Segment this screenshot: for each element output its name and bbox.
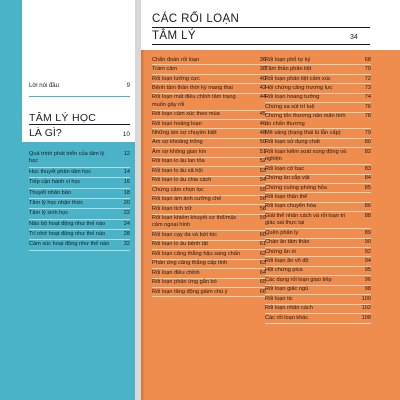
toc-entry-label: Tâm thần phân liệt	[265, 66, 312, 73]
toc-entry	[152, 241, 266, 250]
toc-entry-label: Tâm lý học nhận thức	[29, 199, 84, 206]
toc-entry	[29, 189, 130, 199]
toc-entry	[29, 240, 130, 250]
toc-entry	[265, 305, 371, 314]
toc-entry-label: Rối loạn phổ tự kỷ	[265, 56, 311, 63]
toc-entry-label: Bệnh tâm thần thời kỳ mang thai	[152, 84, 233, 91]
toc-entry-page: 24	[123, 220, 130, 227]
toc-entry	[29, 209, 130, 219]
toc-entry-page: 32	[123, 241, 130, 248]
toc-entry	[265, 229, 371, 238]
toc-entry	[265, 184, 371, 193]
toc-entry-label: Chứng cuồng phóng hỏa	[265, 184, 327, 191]
toc-entry-label: Chẩn đoán rối loạn	[152, 56, 200, 63]
toc-entry	[265, 94, 371, 103]
toc-entry-page: 90	[364, 239, 371, 246]
toc-entry-label: Rối loạn cạy da và bứt tóc	[152, 231, 218, 238]
toc-entry-page: 86	[364, 203, 371, 210]
toc-entry-label: Rối loạn nhân cách	[265, 305, 313, 312]
toc-entry-label: Rối loạn thân thể	[265, 194, 308, 201]
toc-entry-page: 46	[259, 120, 266, 127]
toc-entry-page: 79	[364, 130, 371, 137]
toc-entry-label: Rối loạn lo âu lan tỏa	[152, 158, 205, 165]
toc-entry	[152, 260, 266, 269]
toc-entry-page: 63	[259, 260, 266, 267]
toc-entry-page: 55	[259, 186, 266, 193]
toc-entry-page: 64	[259, 269, 266, 276]
toc-entry	[152, 94, 266, 111]
toc-entry-label: Rối loạn kiểm soát xung động và nghiện	[265, 148, 347, 163]
toc-list-right-col2	[265, 56, 371, 324]
toc-entry	[152, 158, 266, 167]
toc-entry-label: Chứng sa sút trí tuệ	[265, 103, 315, 110]
toc-entry-label: Rối loạn sử dụng chất	[265, 139, 320, 146]
toc-entry-page: 100	[361, 295, 371, 302]
toc-entry	[152, 129, 266, 138]
toc-entry	[152, 231, 266, 240]
toc-entry-page: 61	[259, 241, 266, 248]
toc-entry-label: Ám sợ khoảng trống	[152, 139, 203, 146]
toc-entry-page: 54	[259, 177, 266, 184]
toc-entry	[265, 103, 371, 112]
toc-entry-page: 76	[364, 103, 371, 110]
toc-entry	[152, 56, 266, 65]
divider	[29, 96, 130, 97]
toc-entry-page: 66	[259, 288, 266, 295]
toc-entry-label: Não bộ hoạt động như thế nào	[29, 220, 106, 227]
toc-entry	[265, 148, 371, 165]
toc-entry-page: 85	[364, 184, 371, 191]
toc-entry-label: Rối loạn hoảng loạn	[152, 120, 202, 127]
toc-entry-label: Chán ăn tâm thần	[265, 239, 310, 246]
toc-entry-page: 108	[361, 314, 371, 321]
toc-entry-label: Mê sảng (trạng thái lú lẫn cấp)	[265, 130, 341, 137]
toc-entry	[265, 84, 371, 93]
divider	[152, 44, 370, 45]
toc-entry-label: Các dạng rối loạn giao tiếp	[265, 276, 332, 283]
toc-entry	[152, 288, 266, 297]
toc-entry-label: Ám sợ không gian kín	[152, 148, 207, 155]
toc-entry-label: Rối loạn ăn vô độ	[265, 258, 309, 264]
toc-entry	[265, 129, 371, 138]
toc-entry-label: Hội chứng pica	[265, 267, 303, 274]
toc-entry-page: 58	[259, 205, 266, 212]
toc-entry-label: Rối loạn tăng động giảm chú ý	[152, 288, 228, 295]
toc-entry-label: Rối loạn căng thẳng hậu sang chấn	[152, 250, 241, 257]
toc-entry-page: 74	[364, 94, 371, 101]
toc-entry-label: Rối loạn cờ bạc	[265, 165, 305, 172]
toc-entry-label: Quá trình phát triển của tâm lý học	[29, 151, 105, 165]
toc-entry-page: 28	[123, 231, 130, 237]
toc-entry	[265, 248, 371, 257]
toc-entry-page: 56	[259, 196, 266, 203]
toc-entry	[265, 113, 371, 130]
toc-entry	[265, 165, 371, 174]
toc-entry	[152, 205, 266, 214]
toc-entry-label: Rối loạn phân liệt cảm xúc	[265, 75, 331, 82]
toc-entry-label: Học thuyết phân tâm học	[29, 168, 92, 175]
toc-entry-label: Cảm xúc hoạt động như thế nào	[29, 241, 110, 248]
toc-entry-label: Lời nói đầu	[29, 83, 59, 89]
toc-entry-page: 96	[364, 276, 371, 283]
toc-entry-page: 95	[364, 267, 371, 274]
toc-entry-page: 70	[364, 66, 371, 73]
toc-list-left	[29, 150, 130, 251]
toc-entry-page: 92	[364, 248, 371, 255]
toc-entry	[265, 75, 371, 84]
toc-entry-label: Rối loạn lo âu xã hội	[152, 167, 203, 174]
toc-entry-label: Rối loạn lo âu bệnh tật	[152, 241, 208, 248]
toc-entry-page: 78	[364, 113, 371, 120]
toc-list-right-col1	[152, 56, 266, 297]
toc-entry-page: 44	[259, 94, 266, 101]
toc-entry-page: 62	[259, 250, 266, 257]
toc-entry-page: 65	[259, 279, 266, 286]
section-title: TÂM LÝ HỌC	[29, 112, 97, 124]
toc-entry-page: 88	[364, 212, 371, 219]
section-subtitle: TÂM LÝ	[152, 30, 196, 42]
toc-entry-page: 12	[123, 151, 130, 157]
toc-entry	[29, 150, 130, 168]
toc-entry-page: 22	[123, 210, 130, 217]
toc-entry-page: 53	[259, 167, 266, 174]
toc-entry-label: Rối loạn lưỡng cực	[152, 75, 200, 82]
toc-entry	[152, 139, 266, 148]
toc-entry	[152, 148, 266, 157]
toc-entry-page: 89	[364, 229, 371, 236]
toc-entry	[29, 199, 130, 209]
toc-entry	[152, 196, 266, 205]
toc-entry-label: Trí nhớ hoạt động như thế nào	[29, 231, 106, 237]
toc-entry	[152, 215, 266, 232]
toc-entry-page: 9	[126, 83, 130, 89]
toc-entry	[29, 168, 130, 178]
toc-entry	[265, 314, 371, 323]
toc-entry-label: Giải thể nhân cách và rối loạn tri giác sai thực tại	[265, 212, 346, 227]
toc-entry-page: 68	[364, 56, 371, 63]
toc-entry	[265, 203, 371, 212]
toc-entry	[152, 250, 266, 259]
toc-entry-label: Rối loạn tic	[265, 295, 293, 302]
toc-entry	[265, 65, 371, 74]
toc-entry	[265, 212, 371, 229]
toc-entry-label: Chứng ăn ói	[265, 248, 296, 255]
right-page-header	[141, 0, 400, 50]
toc-entry-label: Rối loạn lo âu chia cách	[152, 177, 212, 184]
divider	[29, 124, 130, 125]
toc-entry	[152, 84, 266, 93]
toc-entry	[152, 111, 266, 120]
section-page: 10	[122, 131, 130, 138]
toc-entry	[265, 286, 371, 295]
toc-entry-page: 52	[259, 158, 266, 165]
toc-entry-label: Hội chứng căng trương lực	[265, 84, 333, 91]
toc-entry-page: 82	[364, 148, 371, 155]
toc-entry-label: Rối loạn cảm xúc theo mùa	[152, 111, 220, 118]
toc-entry-label: Rối loạn ám ảnh cưỡng chế	[152, 196, 222, 203]
section-subtitle: LÀ GÌ?	[29, 127, 62, 139]
toc-entry-page: 84	[364, 175, 371, 182]
toc-entry-label: Rối loạn chuyển hóa	[265, 203, 317, 210]
toc-entry	[265, 239, 371, 248]
toc-entry	[152, 65, 266, 74]
toc-entry-page: 51	[259, 148, 266, 155]
toc-entry-page: 40	[259, 75, 266, 82]
toc-entry	[265, 295, 371, 304]
toc-entry	[265, 276, 371, 285]
toc-entry	[265, 193, 371, 202]
toc-entry-page: 45	[259, 111, 266, 118]
toc-entry-intro	[29, 83, 130, 95]
toc-entry-page: 38	[259, 66, 266, 73]
toc-entry-page: 14	[123, 168, 130, 175]
toc-entry-page: 48	[259, 130, 266, 137]
toc-entry-label: Chứng ăn cắp vặt	[265, 175, 310, 182]
toc-entry-label: Thuyết nhân bản	[29, 189, 71, 196]
toc-entry	[152, 269, 266, 278]
toc-entry	[265, 267, 371, 276]
toc-entry-label: Chứng tổn thương não mãn tính do chấn thương	[265, 113, 346, 127]
toc-entry	[152, 75, 266, 84]
toc-entry-label: Rối loạn khiếm khuyết cơ thể/mặc cảm ngoại hình	[152, 215, 237, 229]
toc-entry-page: 50	[259, 139, 266, 146]
toc-entry	[152, 120, 266, 129]
toc-entry-label: Quên phân ly	[265, 229, 299, 236]
section-page: 34	[350, 34, 358, 41]
toc-entry-page: 72	[364, 75, 371, 82]
toc-entry-page: 36	[259, 56, 266, 63]
toc-entry-page: 94	[364, 258, 371, 264]
toc-entry	[152, 186, 266, 195]
spine-shadow	[141, 0, 145, 400]
toc-entry-page: 16	[123, 179, 130, 186]
toc-entry-label: Rối loạn tích trữ	[152, 205, 192, 212]
toc-entry	[265, 257, 371, 266]
toc-entry-label: Rối loạn phản ứng gắn bó	[152, 279, 217, 286]
toc-entry-page: 20	[123, 199, 130, 206]
toc-entry	[152, 167, 266, 176]
toc-entry-page: 80	[364, 139, 371, 146]
divider	[152, 27, 370, 28]
toc-entry-page: 42	[259, 84, 266, 91]
toc-entry	[265, 56, 371, 65]
toc-entry-page: 73	[364, 84, 371, 91]
toc-entry-page: 83	[364, 165, 371, 172]
toc-entry-label: Tâm lý sinh học	[29, 210, 69, 217]
toc-entry	[152, 279, 266, 288]
toc-entry-page: 60	[259, 231, 266, 238]
toc-entry-page: 102	[361, 305, 371, 312]
toc-entry	[29, 220, 130, 230]
toc-entry	[265, 175, 371, 184]
toc-entry-page: 98	[364, 286, 371, 293]
toc-entry-label: Trầm cảm	[152, 66, 177, 73]
toc-entry-label: Rối loạn hoang tưởng	[265, 94, 320, 101]
toc-entry-page: 18	[123, 189, 130, 196]
toc-entry-page: 59	[259, 215, 266, 222]
section-title: CÁC RỐI LOẠN	[152, 13, 240, 25]
toc-entry-label: Các rối loạn khác	[265, 314, 309, 321]
toc-entry	[29, 230, 130, 240]
toc-entry-label: Tiếp cận hành vi học	[29, 179, 81, 186]
toc-entry	[152, 177, 266, 186]
toc-entry	[265, 139, 371, 148]
toc-entry-label: Những ám sợ chuyên biệt	[152, 130, 217, 137]
toc-entry-label: Rối loạn điều chỉnh	[152, 269, 200, 276]
toc-entry-label: Rối loạn giấc ngủ	[265, 286, 309, 293]
toc-entry-label: Phản ứng căng thẳng cấp tính	[152, 260, 228, 267]
toc-entry	[29, 178, 130, 188]
left-margin-band	[0, 0, 22, 400]
toc-entry-label: Rối loạn mất điều chỉnh tâm trạng muốn gây rối	[152, 94, 236, 108]
section-subtitle-row	[29, 127, 130, 139]
toc-entry-label: Chứng câm chọn lọc	[152, 186, 204, 193]
